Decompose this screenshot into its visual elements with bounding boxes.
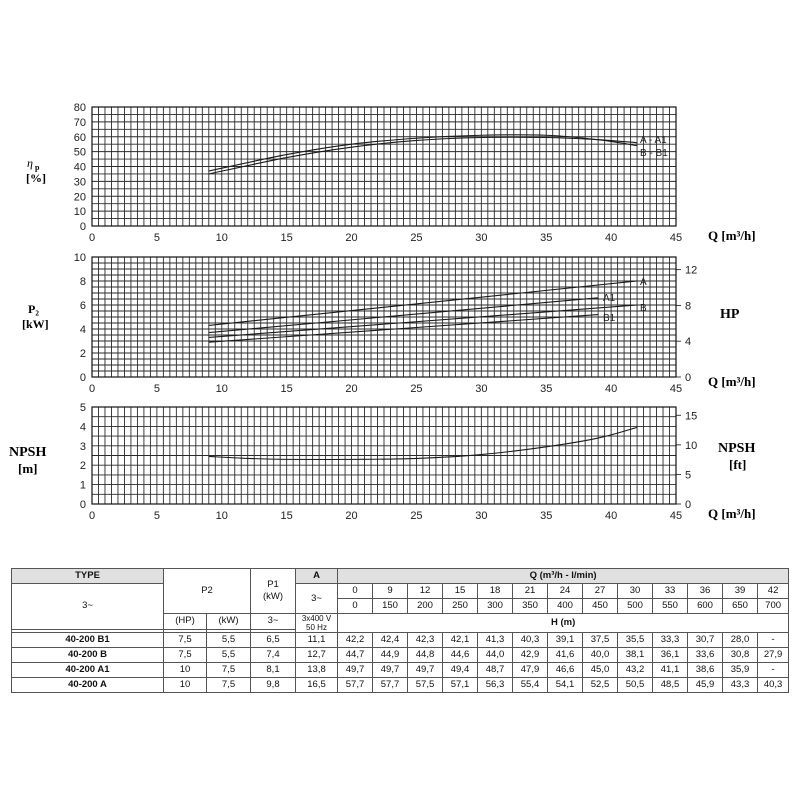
q-lmin-cell: 400 — [548, 599, 583, 614]
q-lmin-cell: 300 — [478, 599, 513, 614]
q-m3h-cell: 9 — [373, 584, 408, 599]
x-tick-label: 0 — [88, 510, 96, 522]
y-tick-label: 70 — [73, 116, 86, 129]
row-h: 28,0 — [723, 633, 758, 648]
supply-cell — [296, 614, 338, 633]
y-tick-label: 80 — [73, 102, 86, 114]
x-tick-label: 25 — [410, 510, 423, 522]
row-hp: 7,5 — [164, 633, 207, 648]
row-h: 36,1 — [653, 648, 688, 663]
x-tick-label: 0 — [88, 383, 96, 395]
row-h: 43,3 — [723, 678, 758, 693]
table-row — [12, 633, 789, 648]
y-tick-label: 3 — [79, 440, 86, 453]
row-h: 40,3 — [758, 678, 789, 693]
y-tick-label: 4 — [79, 421, 86, 434]
npsh-chart — [80, 402, 697, 522]
p1-header — [251, 569, 296, 614]
row-kw: 5,5 — [207, 648, 251, 663]
row-h: 55,4 — [513, 678, 548, 693]
y2-tick-label: 8 — [685, 300, 692, 313]
curve-label-p2-b: B — [640, 303, 647, 314]
q-m3h-cell: 21 — [513, 584, 548, 599]
row-h: 40,3 — [513, 633, 548, 648]
y-tick-label: 8 — [79, 276, 86, 288]
row-h: 42,1 — [443, 633, 478, 648]
y-tick-label: 5 — [79, 402, 86, 414]
y-tick-label: 2 — [79, 348, 86, 360]
y-tick-label: 40 — [73, 161, 86, 174]
y-tick-label: 20 — [73, 191, 86, 204]
row-h: - — [758, 633, 789, 648]
row-h: 35,5 — [618, 633, 653, 648]
x-tick-label: 30 — [475, 510, 488, 522]
row-h: 46,6 — [548, 663, 583, 678]
y-tick-label: 30 — [73, 176, 86, 189]
p2-unit: [kW] — [22, 317, 49, 331]
p2-header: P2 — [164, 569, 251, 614]
x-tick-label: 40 — [604, 383, 618, 395]
table-row — [12, 663, 789, 678]
row-hp: 7,5 — [164, 648, 207, 663]
x-tick-label: 15 — [280, 510, 293, 522]
efficiency-chart — [74, 102, 682, 244]
y-tick-label: 60 — [73, 131, 86, 144]
npsh-m-unit: [m] — [18, 461, 38, 476]
row-h: 50,5 — [618, 678, 653, 693]
p2-symbol: P₂ — [28, 302, 39, 316]
q-m3h-cell: 36 — [688, 584, 723, 599]
x-tick-label: 25 — [410, 232, 423, 244]
x-tick-label: 35 — [540, 510, 553, 522]
row-h: 44,9 — [373, 648, 408, 663]
row-p1: 7,4 — [251, 648, 296, 663]
row-h: 41,6 — [548, 648, 583, 663]
y-tick-label: 0 — [79, 499, 86, 511]
q-lmin-cell: 450 — [583, 599, 618, 614]
y2-tick-label: 0 — [685, 372, 692, 384]
row-amp: 12,7 — [296, 648, 338, 663]
y2-tick-label: 4 — [685, 336, 692, 349]
x-tick-label: 5 — [153, 232, 160, 244]
q-m3h-cell: 33 — [653, 584, 688, 599]
npsh-m-title: NPSH — [9, 445, 47, 460]
x-tick-label: 30 — [475, 383, 488, 395]
x-tick-label: 45 — [669, 232, 683, 244]
row-h: 48,5 — [653, 678, 688, 693]
y-tick-label: 0 — [79, 221, 86, 233]
row-amp: 13,8 — [296, 663, 338, 678]
x-tick-label: 10 — [215, 383, 228, 395]
q-lmin-cell: 650 — [723, 599, 758, 614]
q-axis-label-2: Q [m³/h] — [708, 374, 756, 389]
eta-symbol: η — [27, 156, 33, 170]
row-h: 49,7 — [338, 663, 373, 678]
p1-phase: 3~ — [251, 614, 296, 630]
y-tick-label: 2 — [79, 460, 86, 473]
q-m3h-cell: 27 — [583, 584, 618, 599]
q-lmin-cell: 500 — [618, 599, 653, 614]
row-h: 38,1 — [618, 648, 653, 663]
x-tick-label: 25 — [410, 383, 423, 395]
row-h: 44,7 — [338, 648, 373, 663]
x-tick-label: 5 — [153, 510, 160, 522]
row-p1: 8,1 — [251, 663, 296, 678]
row-p1: 9,8 — [251, 678, 296, 693]
q-m3h-cell: 39 — [723, 584, 758, 599]
y-tick-label: 0 — [79, 372, 86, 384]
row-h: 56,3 — [478, 678, 513, 693]
table-row — [12, 648, 789, 663]
curve-label-p2-a1: A1 — [603, 293, 616, 304]
q-m3h-cell: 30 — [618, 584, 653, 599]
row-h: 47,9 — [513, 663, 548, 678]
curve-label-eta-a: A - A1 — [640, 135, 667, 146]
x-tick-label: 15 — [280, 232, 293, 244]
row-amp: 11,1 — [296, 633, 338, 648]
table-row — [12, 678, 789, 693]
x-tick-label: 35 — [540, 232, 553, 244]
p1-label: P1 — [267, 579, 279, 590]
row-h: 39,1 — [548, 633, 583, 648]
row-h: 40,0 — [583, 648, 618, 663]
row-h: 30,8 — [723, 648, 758, 663]
row-h: 52,5 — [583, 678, 618, 693]
row-type: 40-200 A1 — [12, 663, 164, 678]
p1-unit: (kW) — [262, 591, 284, 602]
x-tick-label: 5 — [153, 383, 160, 395]
y-tick-label: 50 — [73, 146, 86, 159]
row-h: 42,3 — [408, 633, 443, 648]
row-h: 42,9 — [513, 648, 548, 663]
q-m3h-cell: 15 — [443, 584, 478, 599]
q-m3h-cell: 12 — [408, 584, 443, 599]
q-lmin-cell: 250 — [443, 599, 478, 614]
x-tick-label: 35 — [540, 383, 553, 395]
kw-unit: (kW) — [207, 614, 251, 630]
x-tick-label: 20 — [345, 232, 358, 244]
x-tick-label: 40 — [604, 510, 618, 522]
x-tick-label: 40 — [604, 232, 618, 244]
x-tick-label: 15 — [280, 383, 293, 395]
q-lmin-cell: 200 — [408, 599, 443, 614]
row-type: 40-200 B — [12, 648, 164, 663]
row-h: 33,3 — [653, 633, 688, 648]
q-lmin-cell: 600 — [688, 599, 723, 614]
eta-subscript: p — [35, 163, 40, 172]
type-header: TYPE — [12, 569, 164, 584]
y-tick-label: 6 — [79, 300, 86, 312]
row-p1: 6,5 — [251, 633, 296, 648]
q-lmin-cell: 350 — [513, 599, 548, 614]
q-m3h-cell: 0 — [338, 584, 373, 599]
row-hp: 10 — [164, 663, 207, 678]
h-header: H (m) — [338, 614, 789, 633]
q-lmin-cell: 0 — [338, 599, 373, 614]
eta-unit: [%] — [26, 171, 46, 185]
npsh-ft-unit: [ft] — [729, 457, 747, 472]
row-kw: 7,5 — [207, 678, 251, 693]
phase-label: 3~ — [12, 584, 164, 630]
y-tick-label: 10 — [73, 252, 86, 264]
row-h: 49,4 — [443, 663, 478, 678]
y-tick-label: 1 — [79, 479, 86, 492]
row-kw: 5,5 — [207, 633, 251, 648]
row-kw: 7,5 — [207, 663, 251, 678]
row-h: 57,1 — [443, 678, 478, 693]
row-type: 40-200 A — [12, 678, 164, 693]
q-m3h-cell: 24 — [548, 584, 583, 599]
row-h: 49,7 — [373, 663, 408, 678]
row-amp: 16,5 — [296, 678, 338, 693]
row-h: 38,6 — [688, 663, 723, 678]
q-lmin-cell: 550 — [653, 599, 688, 614]
row-h: 48,7 — [478, 663, 513, 678]
row-h: 43,2 — [618, 663, 653, 678]
performance-table — [11, 568, 789, 693]
curve-label-p2-b1: B1 — [603, 313, 616, 324]
row-hp: 10 — [164, 678, 207, 693]
frequency: 50 Hz — [306, 623, 327, 632]
x-tick-label: 10 — [215, 510, 228, 522]
x-tick-label: 20 — [345, 510, 358, 522]
row-h: 33,6 — [688, 648, 723, 663]
y2-tick-label: 5 — [685, 469, 692, 482]
x-tick-label: 10 — [215, 232, 228, 244]
row-h: 27,9 — [758, 648, 789, 663]
row-h: 44,6 — [443, 648, 478, 663]
hp-axis-label: HP — [720, 307, 740, 322]
voltage: 3x400 V — [301, 614, 332, 623]
row-h: 45,9 — [688, 678, 723, 693]
row-h: 35,9 — [723, 663, 758, 678]
y2-tick-label: 0 — [685, 499, 692, 511]
row-h: - — [758, 663, 789, 678]
x-tick-label: 45 — [669, 383, 683, 395]
row-h: 41,1 — [653, 663, 688, 678]
q-lmin-cell: 700 — [758, 599, 789, 614]
row-h: 57,5 — [408, 678, 443, 693]
npsh-ft-title: NPSH — [718, 441, 756, 456]
row-h: 42,2 — [338, 633, 373, 648]
y-tick-label: 10 — [73, 206, 86, 219]
y2-tick-label: 10 — [685, 439, 698, 452]
row-h: 41,3 — [478, 633, 513, 648]
x-tick-label: 0 — [88, 232, 96, 244]
q-m3h-cell: 42 — [758, 584, 789, 599]
row-h: 49,7 — [408, 663, 443, 678]
hp-unit: (HP) — [164, 614, 207, 630]
q-m3h-cell: 18 — [478, 584, 513, 599]
q-lmin-cell: 150 — [373, 599, 408, 614]
row-h: 45,0 — [583, 663, 618, 678]
amp-phase: 3~ — [296, 584, 338, 614]
x-tick-label: 30 — [475, 232, 488, 244]
y2-tick-label: 15 — [685, 410, 698, 423]
amp-header: A — [296, 569, 338, 584]
row-h: 57,7 — [338, 678, 373, 693]
y2-tick-label: 12 — [685, 264, 698, 277]
row-h: 44,8 — [408, 648, 443, 663]
row-h: 54,1 — [548, 678, 583, 693]
x-tick-label: 45 — [669, 510, 683, 522]
row-h: 30,7 — [688, 633, 723, 648]
y-tick-label: 4 — [79, 324, 86, 336]
q-header: Q (m³/h - l/min) — [338, 569, 789, 584]
row-h: 42,4 — [373, 633, 408, 648]
row-h: 37,5 — [583, 633, 618, 648]
q-axis-label-3: Q [m³/h] — [708, 506, 756, 521]
curve-label-eta-b: B - B1 — [640, 148, 668, 159]
x-tick-label: 20 — [345, 383, 358, 395]
q-axis-label-1: Q [m³/h] — [708, 228, 756, 243]
row-h: 44,0 — [478, 648, 513, 663]
row-h: 57,7 — [373, 678, 408, 693]
row-type: 40-200 B1 — [12, 633, 164, 648]
curve-label-p2-a: A — [640, 277, 647, 288]
